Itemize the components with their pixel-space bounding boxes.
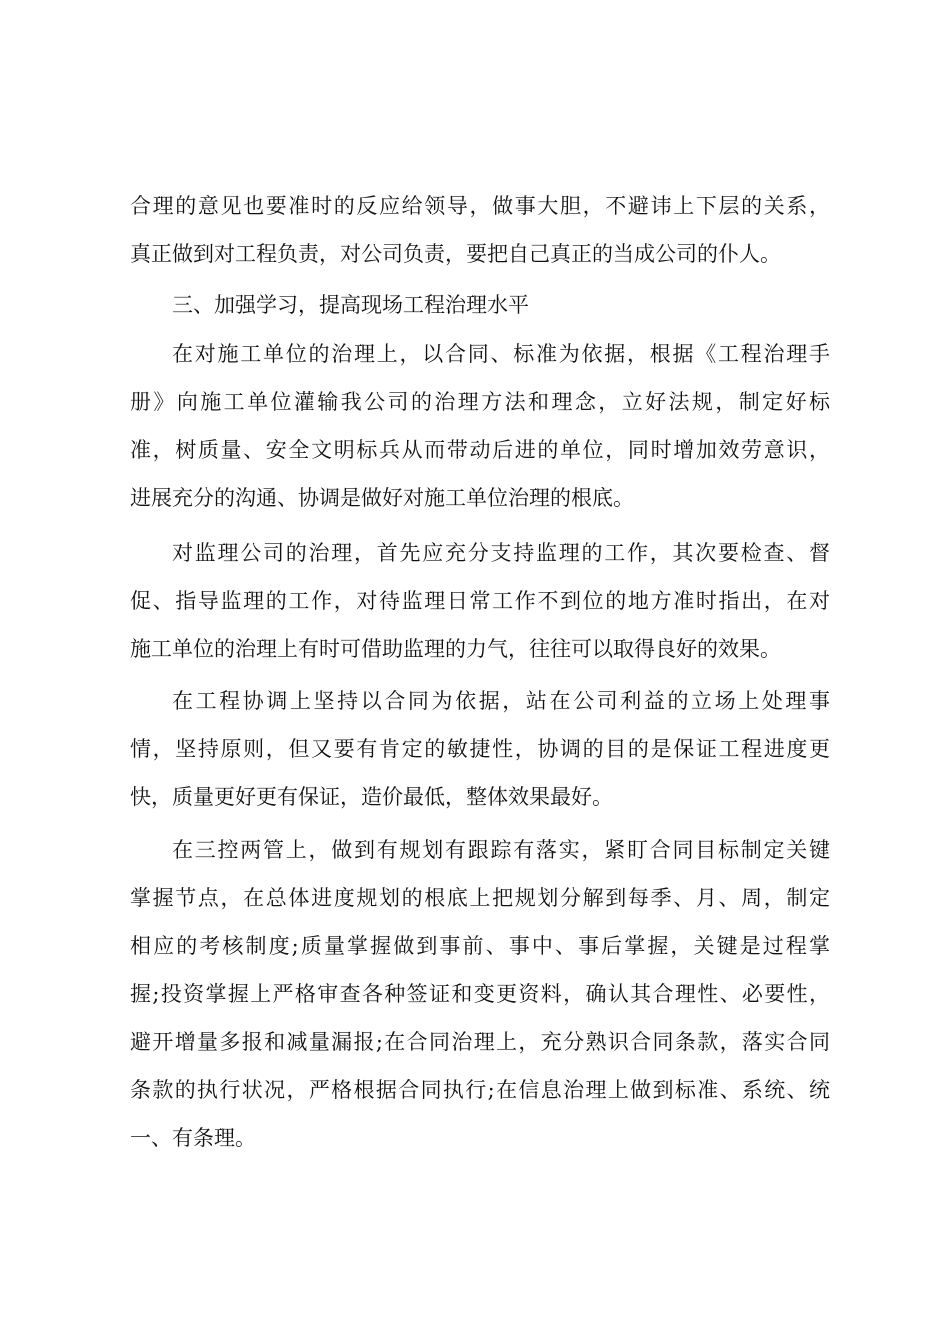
text-line: 对监理公司的治理，首先应充分支持监理的工作，其次要检查、督 (172, 541, 830, 565)
paragraph-5 (130, 826, 830, 1162)
text-line: 握;投资掌握上严格审查各种签证和变更资料，确认其合理性、必要性， (130, 982, 830, 1006)
text-line: 册》向施工单位灌输我公司的治理方法和理念，立好法规，制定好标 (130, 390, 830, 414)
text-line: 情，坚持原则，但又要有肯定的敏捷性，协调的目的是保证工程进度更 (130, 737, 830, 761)
text-line: 相应的考核制度;质量掌握做到事前、事中、事后掌握，关键是过程掌 (130, 934, 830, 958)
text-line: 进展充分的沟通、协调是做好对施工单位治理的根底。 (130, 486, 634, 510)
text-line: 准，树质量、安全文明标兵从而带动后进的单位，同时增加效劳意识， (130, 438, 830, 462)
text-line: 在三控两管上，做到有规划有跟踪有落实，紧盯合同目标制定关键 (172, 838, 830, 862)
text-line: 施工单位的治理上有时可借助监理的力气，往往可以取得良好的效果。 (130, 637, 781, 661)
text-line: 合理的意见也要准时的反应给领导，做事大胆，不避讳上下层的关系， (130, 194, 830, 218)
paragraph-4 (130, 677, 830, 821)
paragraph-1 (130, 182, 830, 278)
text-line: 在对施工单位的治理上，以合同、标准为依据，根据《工程治理手 (172, 342, 830, 366)
text-line: 避开增量多报和减量漏报;在合同治理上，充分熟识合同条款，落实合同 (130, 1030, 830, 1054)
text-line: 真正做到对工程负责，对公司负责，要把自己真正的当成公司的仆人。 (130, 242, 781, 266)
heading-line: 三、加强学习，提高现场工程治理水平 (172, 293, 529, 317)
text-line: 条款的执行状况，严格根据合同执行;在信息治理上做到标准、系统、统 (130, 1078, 830, 1102)
paragraph-3 (130, 529, 830, 673)
text-line: 在工程协调上坚持以合同为依据，站在公司利益的立场上处理事 (172, 689, 830, 713)
section-heading (130, 281, 830, 329)
text-line: 一、有条理。 (130, 1126, 256, 1150)
paragraph-2 (130, 330, 830, 522)
text-line: 快，质量更好更有保证，造价最低，整体效果最好。 (130, 785, 613, 809)
text-line: 掌握节点，在总体进度规划的根底上把规划分解到每季、月、周，制定 (130, 886, 830, 910)
text-line: 促、指导监理的工作，对待监理日常工作不到位的地方准时指出，在对 (130, 589, 830, 613)
